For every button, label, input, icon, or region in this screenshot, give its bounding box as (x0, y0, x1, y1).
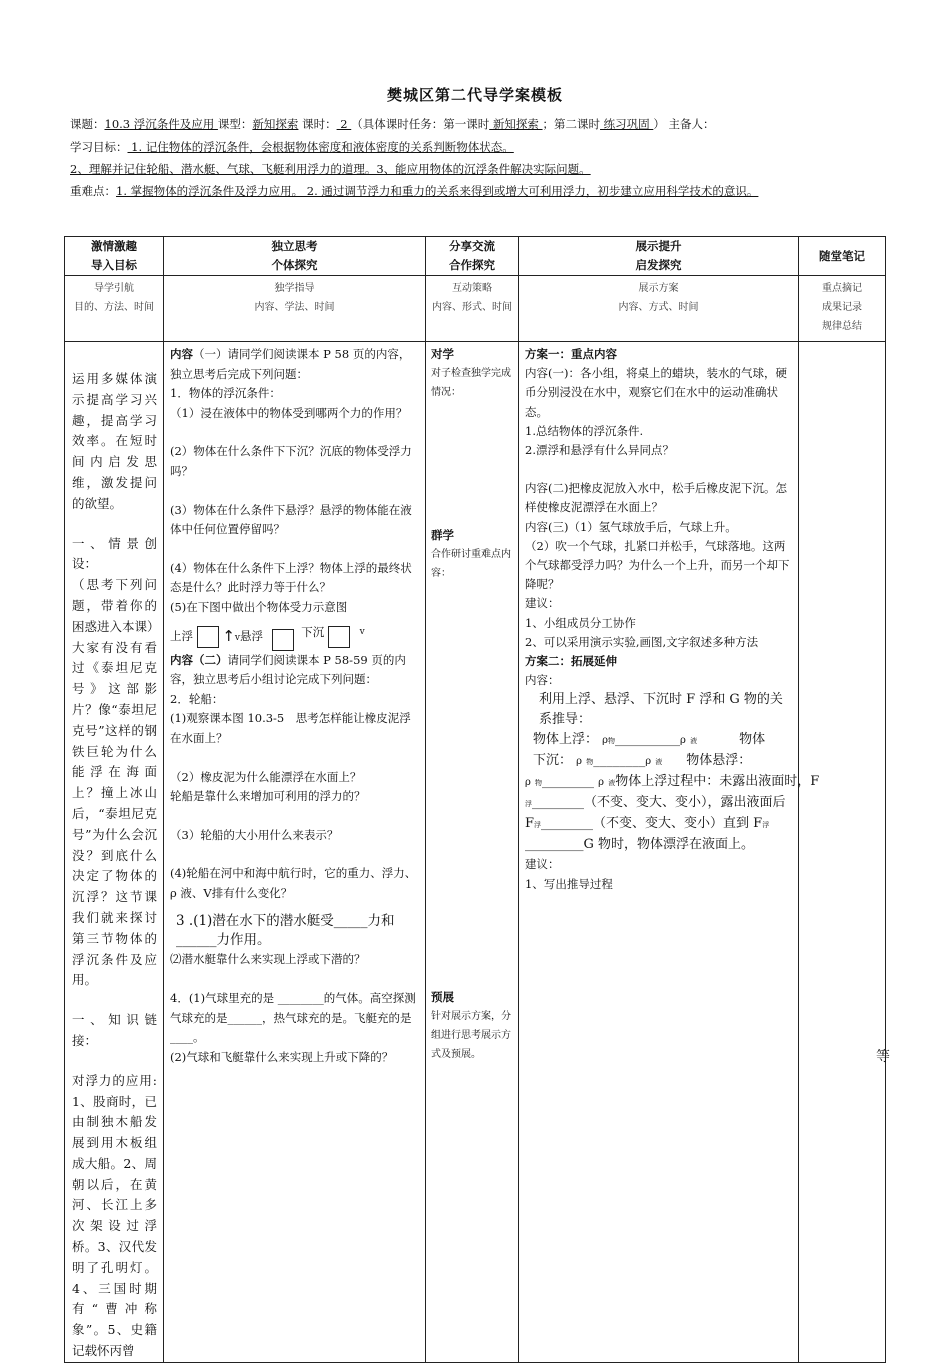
subheader-col-2: 独学指导 内容、学法、时间 (164, 276, 426, 342)
lesson-type-value: 新知探索 (252, 117, 299, 131)
subheader-col-3: 互动策略 内容、形式、时间 (426, 276, 519, 342)
header-line-goals: 学习目标： 1. 记住物体的浮沉条件，会根据物体密度和液体密度的关系判断物体状态。 (70, 140, 514, 154)
sinking-box (328, 626, 350, 648)
task2-value: 练习巩固 (600, 117, 654, 131)
header-col-4: 展示提升 启发探究 (519, 237, 799, 276)
lesson-plan-table (64, 236, 886, 1363)
topic-value: 10.3 浮沉条件及应用 (104, 117, 218, 131)
col-intro-goals: 运用多媒体演示提高学习兴趣，提高学习效率。在短时间内启发思维，激发提问的欲望。 一、情景创设： （思考下列问题，带着你的困惑进入本课） 大家有没有看过《泰坦尼克号》这部影片？像“泰坦尼克号”这样的钢铁巨轮为什么能浮在海面上？撞上冰山后，“泰坦尼克号”为什么会沉没？到底什么决定了物体的沉浮？这节课我们就来探讨第三节物体的浮沉条件及应用。 一、知识链接： 对浮力的应用:1、股商时，已由制独木船发展到用木板组成大船。2、周朝以后，在黄河、长江上多次架设过浮桥。3、汉代发明了孔明灯。4、三国时期有“曹冲称象”。5、史籍记载怀丙曾 (65, 342, 164, 1363)
task1-value: 新知探索 (489, 117, 543, 131)
header-line-topic: 课题：10.3 浮沉条件及应用 课型：新知探索 课时： 2 （具体课时任务：第一课时 新知探索 ；第二课时 练习巩固 ） 主备人： (70, 117, 715, 131)
header-col-5: 随堂笔记 (799, 237, 886, 276)
margin-text: 等 (876, 1049, 890, 1065)
header-col-2: 独立思考 个体探究 (164, 237, 426, 276)
col-notes (799, 342, 886, 1363)
page-title: 樊城区第二代导学案模板 (386, 86, 563, 104)
suspended-box (272, 629, 294, 651)
header-line-goals-2: 2、理解并记住轮船、潜水艇、气球、飞艇利用浮力的道理。3、能应用物体的沉浮条件解决实际问题。 (70, 162, 591, 176)
header-line-key-points: 重难点：1. 掌握物体的浮沉条件及浮力应用。 2. 通过调节浮力和重力的关系来得到或增大可利用浮力，初步建立应用科学技术的意识。 (70, 184, 759, 198)
force-diagram: 上浮 ↑v悬浮 下沉 $^v$ (170, 623, 419, 651)
hours-value: 2 (336, 117, 352, 131)
floating-box (197, 626, 219, 648)
subheader-col-1: 导学引航 目的、方法、时间 (65, 276, 164, 342)
col-collaboration: 对学 对子检查独学完成情况： 群学 合作研讨重难点内容： 预展 针对展示方案，分组进行思考展示方式及预展。 (426, 342, 519, 1363)
header-col-3: 分享交流 合作探究 (426, 237, 519, 276)
subheader-col-4: 展示方案 内容、方式、时间 (519, 276, 799, 342)
up-arrow-icon: ↑ (222, 626, 235, 645)
col-presentation: 方案一：重点内容 内容(一)：各小组，将桌上的蜡块，装水的气球，硬币分别浸没在水中，观察它们在水中的运动准确状态。 1.总结物体的浮沉条件. 2.漂浮和悬浮有什么异同点？ 内容(二)把橡皮泥放入水中，松手后橡皮泥下沉。怎样使橡皮泥漂浮在水面上？ 内容(三)（1）氢气球放手后，气球上升。 （2）吹一个气球，扎紧口并松手，气球落地。这两个气球都受浮力吗？为什么一个上升，而另一个却下降呢？ 建议： 1、小组成员分工协作 2、可以采用演示实验,画图,文字叙述多种方法 方案二：拓展延伸 内容： 利用上浮、悬浮、下沉时 F 浮和 G 物的关系推导： 物体上浮： ρ物__________ρ 液 物体 下沉： ρ 物________ρ 液 物体悬浮： ρ 物________ ρ 液物体上浮过程中：未露出液面时，F 浮________（不变、变大、变小），露出液面后 F浮________（不变、变大、变小）直到 F浮_________G 物时，物体漂浮在液面上。 建议： 1、写出推导过程 (519, 342, 799, 1363)
subheader-col-5: 重点摘记 成果记录 规律总结 (799, 276, 886, 342)
header-col-1: 激情激趣 导入目标 (65, 237, 164, 276)
col-independent-study: 内容（一）请同学们阅读课本 P 58 页的内容，独立思考后完成下列问题： 1．物体的浮沉条件： （1）浸在液体中的物体受到哪两个力的作用？ (2）物体在什么条件下下沉？沉底的物体受浮力吗？ (3）物体在什么条件下悬浮？悬浮的物体能在液体中任何位置停留吗？ (4）物体在什么条件下上浮？物体上浮的最终状态是什么？此时浮力等于什么？ (5)在下图中做出个物体受力示意图 上浮 ↑v悬浮 下沉 $^v$ 内容（二）请同学们阅读课本 P 58-59 页的内容，独立思考后小组讨论完成下列问题： 2．轮船： (1)观察课本图 10.3-5 思考怎样能让橡皮泥浮在水面上？ （2）橡皮泥为什么能漂浮在水面上？ 轮船是靠什么来增加可利用的浮力的？ （3）轮船的大小用什么来表示？ (4)轮船在河中和海中航行时，它的重力、浮力、ρ 液、V排有什么变化？ 3 .(1)潜在水下的潜水艇受_____力和______力作用。 ⑵潜水艇靠什么来实现上浮或下潜的？ 4．(1)气球里充的是 ________的气体。高空探测气球充的是______，热气球充的是。飞艇充的是 ____。 (2)气球和飞艇靠什么来实现上升或下降的？ (164, 342, 426, 1363)
